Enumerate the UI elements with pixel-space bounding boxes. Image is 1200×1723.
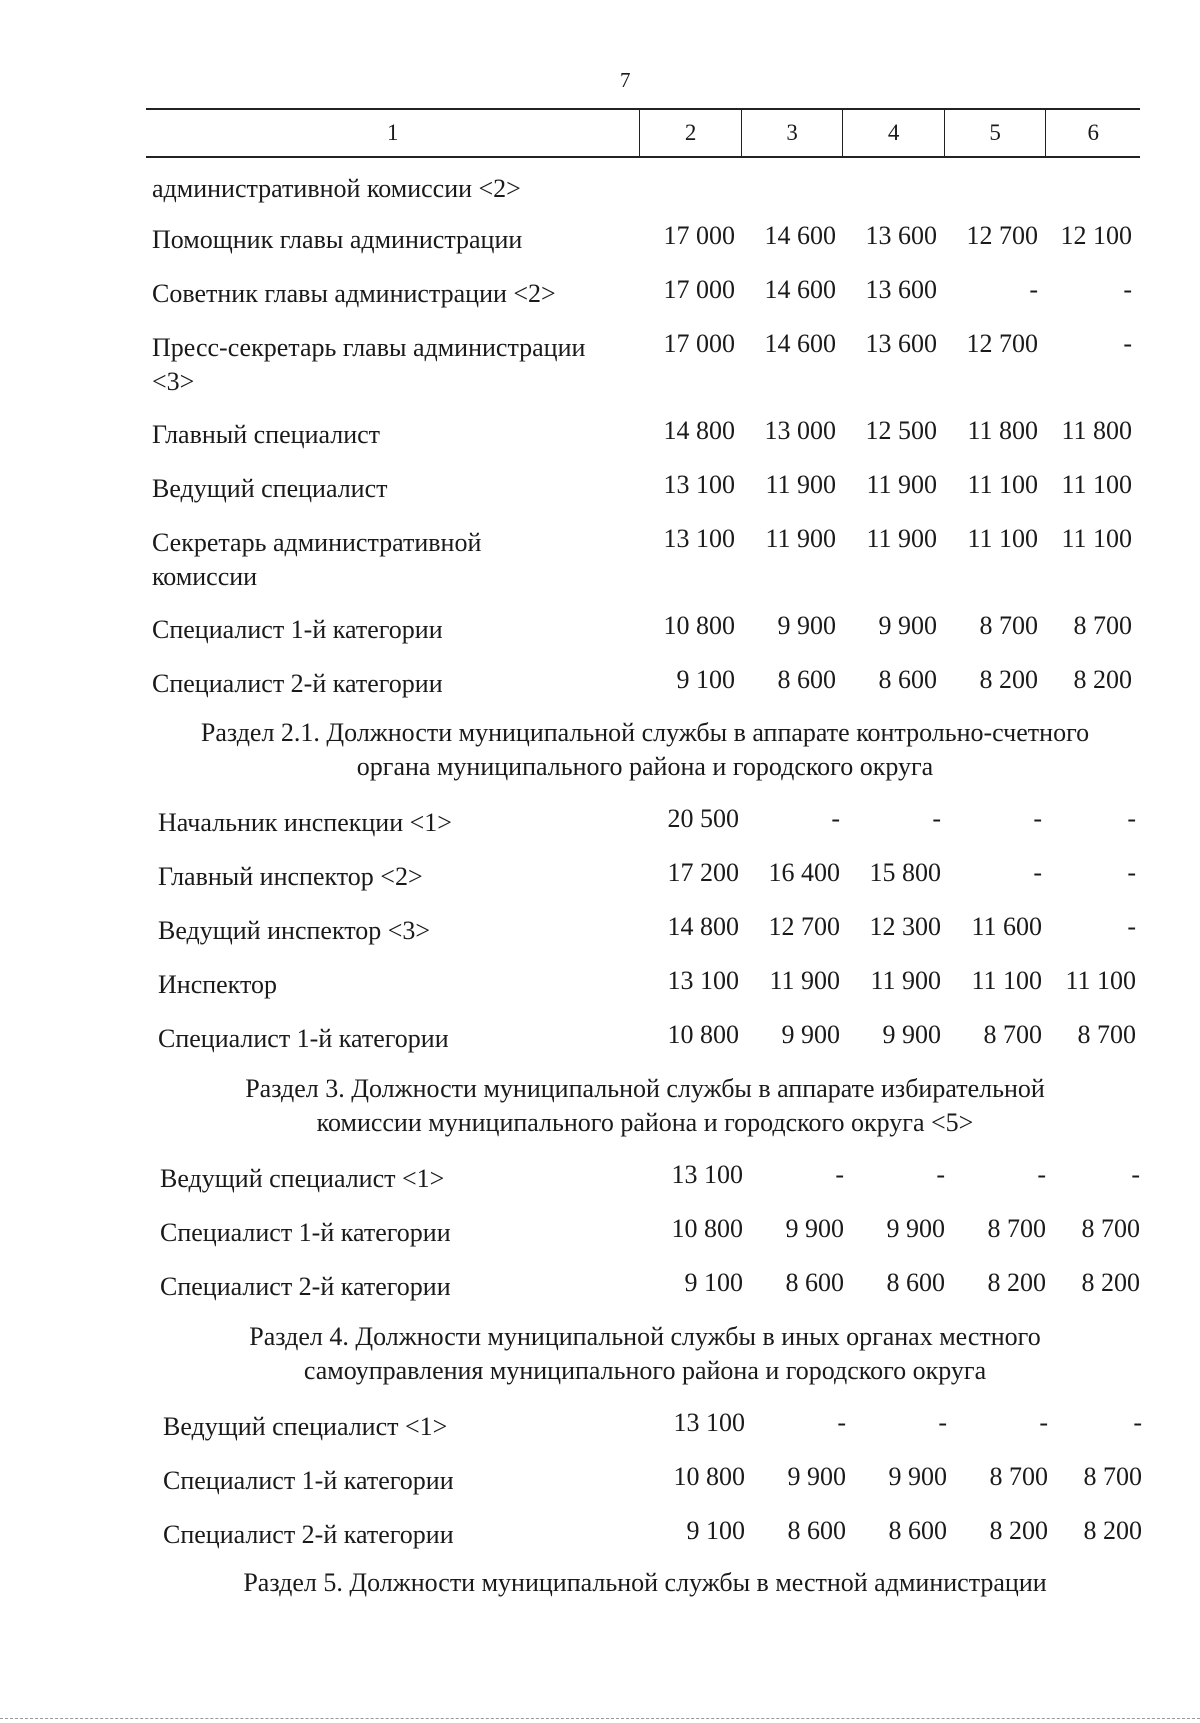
salary-cell-col-5: 11 100 bbox=[967, 470, 1038, 499]
table-row bbox=[0, 968, 1200, 1008]
position-name: административной комиссии <2> bbox=[152, 174, 521, 203]
column-header-1: 1 bbox=[386, 120, 399, 145]
position-name: Ведущий специалист bbox=[152, 474, 388, 503]
position-name: Советник главы администрации <2> bbox=[152, 279, 556, 308]
section-5-heading bbox=[150, 1566, 1140, 1600]
section-heading-line: Раздел 5. Должности муниципальной службы в местной администрации bbox=[243, 1568, 1047, 1597]
table-row bbox=[0, 1162, 1200, 1202]
table-row bbox=[0, 1410, 1200, 1450]
salary-cell-col-5: - bbox=[1029, 275, 1038, 304]
salary-cell-col-6: 11 800 bbox=[1061, 416, 1132, 445]
salary-cell-col-3: 9 900 bbox=[787, 1462, 846, 1491]
salary-cell-col-4: 9 900 bbox=[878, 611, 937, 640]
salary-cell-col-3: 11 900 bbox=[765, 470, 836, 499]
salary-cell-col-2: 9 100 bbox=[686, 1516, 745, 1545]
salary-cell-col-3: 8 600 bbox=[787, 1516, 846, 1545]
section-heading-line: Раздел 3. Должности муниципальной службы в аппарате избирательной bbox=[245, 1074, 1045, 1103]
salary-cell-col-4: 9 900 bbox=[886, 1214, 945, 1243]
table-row bbox=[0, 1518, 1200, 1558]
table-row bbox=[0, 914, 1200, 954]
salary-cell-col-2: 14 800 bbox=[663, 416, 735, 445]
salary-cell-col-2: 17 000 bbox=[663, 221, 735, 250]
salary-cell-col-5: 8 200 bbox=[979, 665, 1038, 694]
salary-cell-col-3: - bbox=[831, 804, 840, 833]
column-header-4: 4 bbox=[843, 109, 945, 157]
salary-cell-col-6: 11 100 bbox=[1065, 966, 1136, 995]
salary-cell-col-4: 11 900 bbox=[866, 524, 937, 553]
position-name-continued: комиссии bbox=[152, 562, 258, 591]
column-header-2: 2 bbox=[640, 109, 742, 157]
table-row bbox=[0, 860, 1200, 900]
salary-cell-col-4: 9 900 bbox=[888, 1462, 947, 1491]
section-heading-line: самоуправления муниципального района и городского округа bbox=[303, 1356, 987, 1385]
continuation-row bbox=[0, 172, 1200, 212]
position-name: Помощник главы администрации bbox=[152, 225, 523, 254]
salary-cell-col-4: 15 800 bbox=[869, 858, 941, 887]
salary-cell-col-2: 10 800 bbox=[667, 1020, 739, 1049]
salary-cell-col-4: 13 600 bbox=[865, 221, 937, 250]
table-row bbox=[0, 277, 1200, 317]
salary-cell-col-6: - bbox=[1131, 1160, 1140, 1189]
position-name: Специалист 1-й категории bbox=[163, 1466, 454, 1495]
salary-cell-col-3: - bbox=[835, 1160, 844, 1189]
position-name: Главный специалист bbox=[152, 420, 381, 449]
position-name: Начальник инспекции <1> bbox=[158, 808, 452, 837]
salary-cell-col-3: 8 600 bbox=[785, 1268, 844, 1297]
salary-cell-col-5: 8 200 bbox=[989, 1516, 1048, 1545]
salary-cell-col-2: 10 800 bbox=[663, 611, 735, 640]
position-name: Ведущий специалист <1> bbox=[163, 1412, 448, 1441]
position-name-continued: <3> bbox=[152, 367, 195, 396]
salary-cell-col-3: 9 900 bbox=[781, 1020, 840, 1049]
table-row bbox=[0, 667, 1200, 707]
position-name: Специалист 2-й категории bbox=[160, 1272, 451, 1301]
salary-cell-col-5: 8 700 bbox=[979, 611, 1038, 640]
salary-cell-col-2: 13 100 bbox=[673, 1408, 745, 1437]
salary-cell-col-6: 8 700 bbox=[1083, 1462, 1142, 1491]
position-name: Специалист 1-й категории bbox=[152, 615, 443, 644]
section-2-1-heading bbox=[150, 716, 1140, 784]
salary-cell-col-4: 9 900 bbox=[882, 1020, 941, 1049]
salary-cell-col-6: 8 700 bbox=[1073, 611, 1132, 640]
position-name: Главный инспектор <2> bbox=[158, 862, 423, 891]
salary-cell-col-6: - bbox=[1133, 1408, 1142, 1437]
salary-cell-col-3: 14 600 bbox=[764, 275, 836, 304]
salary-cell-col-3: 16 400 bbox=[768, 858, 840, 887]
salary-cell-col-4: 11 900 bbox=[866, 470, 937, 499]
salary-cell-col-4: 13 600 bbox=[865, 329, 937, 358]
salary-cell-col-3: 9 900 bbox=[785, 1214, 844, 1243]
salary-cell-col-4: 8 600 bbox=[878, 665, 937, 694]
salary-cell-col-2: 9 100 bbox=[684, 1268, 743, 1297]
salary-cell-col-5: 8 700 bbox=[987, 1214, 1046, 1243]
position-name: Инспектор bbox=[158, 970, 277, 999]
position-name: Специалист 1-й категории bbox=[158, 1024, 449, 1053]
salary-cell-col-5: - bbox=[1037, 1160, 1046, 1189]
section-heading-line: комиссии муниципального района и городского округа <5> bbox=[316, 1108, 974, 1137]
table-row bbox=[0, 806, 1200, 846]
section-3-heading bbox=[150, 1072, 1140, 1140]
position-name: Специалист 1-й категории bbox=[160, 1218, 451, 1247]
table-row bbox=[0, 1464, 1200, 1504]
column-header-row bbox=[146, 109, 1140, 157]
salary-cell-col-3: 14 600 bbox=[764, 221, 836, 250]
salary-cell-col-5: 11 100 bbox=[971, 966, 1042, 995]
salary-cell-col-2: 17 200 bbox=[667, 858, 739, 887]
salary-cell-col-6: 8 700 bbox=[1081, 1214, 1140, 1243]
position-name: Ведущий инспектор <3> bbox=[158, 916, 431, 945]
salary-cell-col-6: - bbox=[1123, 329, 1132, 358]
column-header-table bbox=[146, 108, 1140, 158]
table-row bbox=[0, 1216, 1200, 1256]
salary-cell-col-5: - bbox=[1033, 858, 1042, 887]
salary-cell-col-3: - bbox=[837, 1408, 846, 1437]
salary-cell-col-4: 8 600 bbox=[888, 1516, 947, 1545]
salary-cell-col-2: 10 800 bbox=[673, 1462, 745, 1491]
salary-cell-col-2: 14 800 bbox=[667, 912, 739, 941]
salary-cell-col-2: 17 000 bbox=[663, 275, 735, 304]
salary-cell-col-6: 12 100 bbox=[1060, 221, 1132, 250]
table-row bbox=[0, 524, 1200, 591]
salary-cell-col-5: - bbox=[1033, 804, 1042, 833]
salary-cell-col-4: - bbox=[932, 804, 941, 833]
salary-cell-col-2: 13 100 bbox=[663, 470, 735, 499]
salary-cell-col-5: 11 100 bbox=[967, 524, 1038, 553]
salary-cell-col-4: - bbox=[938, 1408, 947, 1437]
salary-cell-col-4: 12 500 bbox=[865, 416, 937, 445]
salary-cell-col-2: 9 100 bbox=[676, 665, 735, 694]
salary-cell-col-2: 17 000 bbox=[663, 329, 735, 358]
table-row bbox=[0, 1022, 1200, 1062]
column-header-3: 3 bbox=[741, 109, 843, 157]
section-heading-line: органа муниципального района и городского округа bbox=[356, 752, 934, 781]
salary-cell-col-6: 8 200 bbox=[1083, 1516, 1142, 1545]
salary-cell-col-4: 12 300 bbox=[869, 912, 941, 941]
table-row bbox=[0, 223, 1200, 263]
salary-cell-col-3: 11 900 bbox=[769, 966, 840, 995]
salary-cell-col-6: 11 100 bbox=[1061, 524, 1132, 553]
salary-cell-col-5: 12 700 bbox=[966, 329, 1038, 358]
salary-cell-col-3: 9 900 bbox=[777, 611, 836, 640]
scan-edge-line bbox=[0, 1718, 1200, 1720]
salary-cell-col-5: 8 700 bbox=[989, 1462, 1048, 1491]
position-name: Пресс-секретарь главы администрации bbox=[152, 333, 586, 362]
salary-cell-col-4: 11 900 bbox=[870, 966, 941, 995]
salary-cell-col-6: 11 100 bbox=[1061, 470, 1132, 499]
salary-cell-col-4: 13 600 bbox=[865, 275, 937, 304]
salary-cell-col-2: 10 800 bbox=[671, 1214, 743, 1243]
salary-cell-col-2: 13 100 bbox=[663, 524, 735, 553]
salary-cell-col-6: 8 700 bbox=[1077, 1020, 1136, 1049]
salary-cell-col-3: 14 600 bbox=[764, 329, 836, 358]
salary-cell-col-6: 8 200 bbox=[1081, 1268, 1140, 1297]
position-name: Специалист 2-й категории bbox=[163, 1520, 454, 1549]
salary-cell-col-6: - bbox=[1127, 804, 1136, 833]
salary-cell-col-6: - bbox=[1127, 912, 1136, 941]
position-name: Секретарь административной bbox=[152, 528, 482, 557]
salary-cell-col-4: - bbox=[936, 1160, 945, 1189]
page-number: 7 bbox=[620, 68, 631, 92]
section-heading-line: Раздел 4. Должности муниципальной службы в иных органах местного bbox=[249, 1322, 1041, 1351]
table-row bbox=[0, 1270, 1200, 1310]
salary-cell-col-6: - bbox=[1123, 275, 1132, 304]
salary-cell-col-6: 8 200 bbox=[1073, 665, 1132, 694]
salary-cell-col-2: 20 500 bbox=[667, 804, 739, 833]
salary-cell-col-6: - bbox=[1127, 858, 1136, 887]
salary-cell-col-2: 13 100 bbox=[671, 1160, 743, 1189]
position-name: Специалист 2-й категории bbox=[152, 669, 443, 698]
column-header-5: 5 bbox=[944, 109, 1046, 157]
salary-cell-col-2: 13 100 bbox=[667, 966, 739, 995]
section-4-heading bbox=[150, 1320, 1140, 1388]
salary-cell-col-3: 13 000 bbox=[764, 416, 836, 445]
salary-cell-col-5: - bbox=[1039, 1408, 1048, 1437]
salary-cell-col-5: 11 800 bbox=[967, 416, 1038, 445]
salary-cell-col-5: 11 600 bbox=[971, 912, 1042, 941]
salary-cell-col-5: 8 200 bbox=[987, 1268, 1046, 1297]
salary-cell-col-5: 12 700 bbox=[966, 221, 1038, 250]
salary-cell-col-4: 8 600 bbox=[886, 1268, 945, 1297]
column-header-6: 6 bbox=[1046, 109, 1140, 157]
position-name: Ведущий специалист <1> bbox=[160, 1164, 445, 1193]
salary-cell-col-3: 12 700 bbox=[768, 912, 840, 941]
salary-cell-col-3: 8 600 bbox=[777, 665, 836, 694]
table-row bbox=[0, 613, 1200, 653]
section-heading-line: Раздел 2.1. Должности муниципальной службы в аппарате контрольно-счетного bbox=[200, 718, 1090, 747]
table-row bbox=[0, 329, 1200, 396]
table-row bbox=[0, 472, 1200, 512]
salary-cell-col-5: 8 700 bbox=[983, 1020, 1042, 1049]
salary-cell-col-3: 11 900 bbox=[765, 524, 836, 553]
table-row bbox=[0, 418, 1200, 458]
